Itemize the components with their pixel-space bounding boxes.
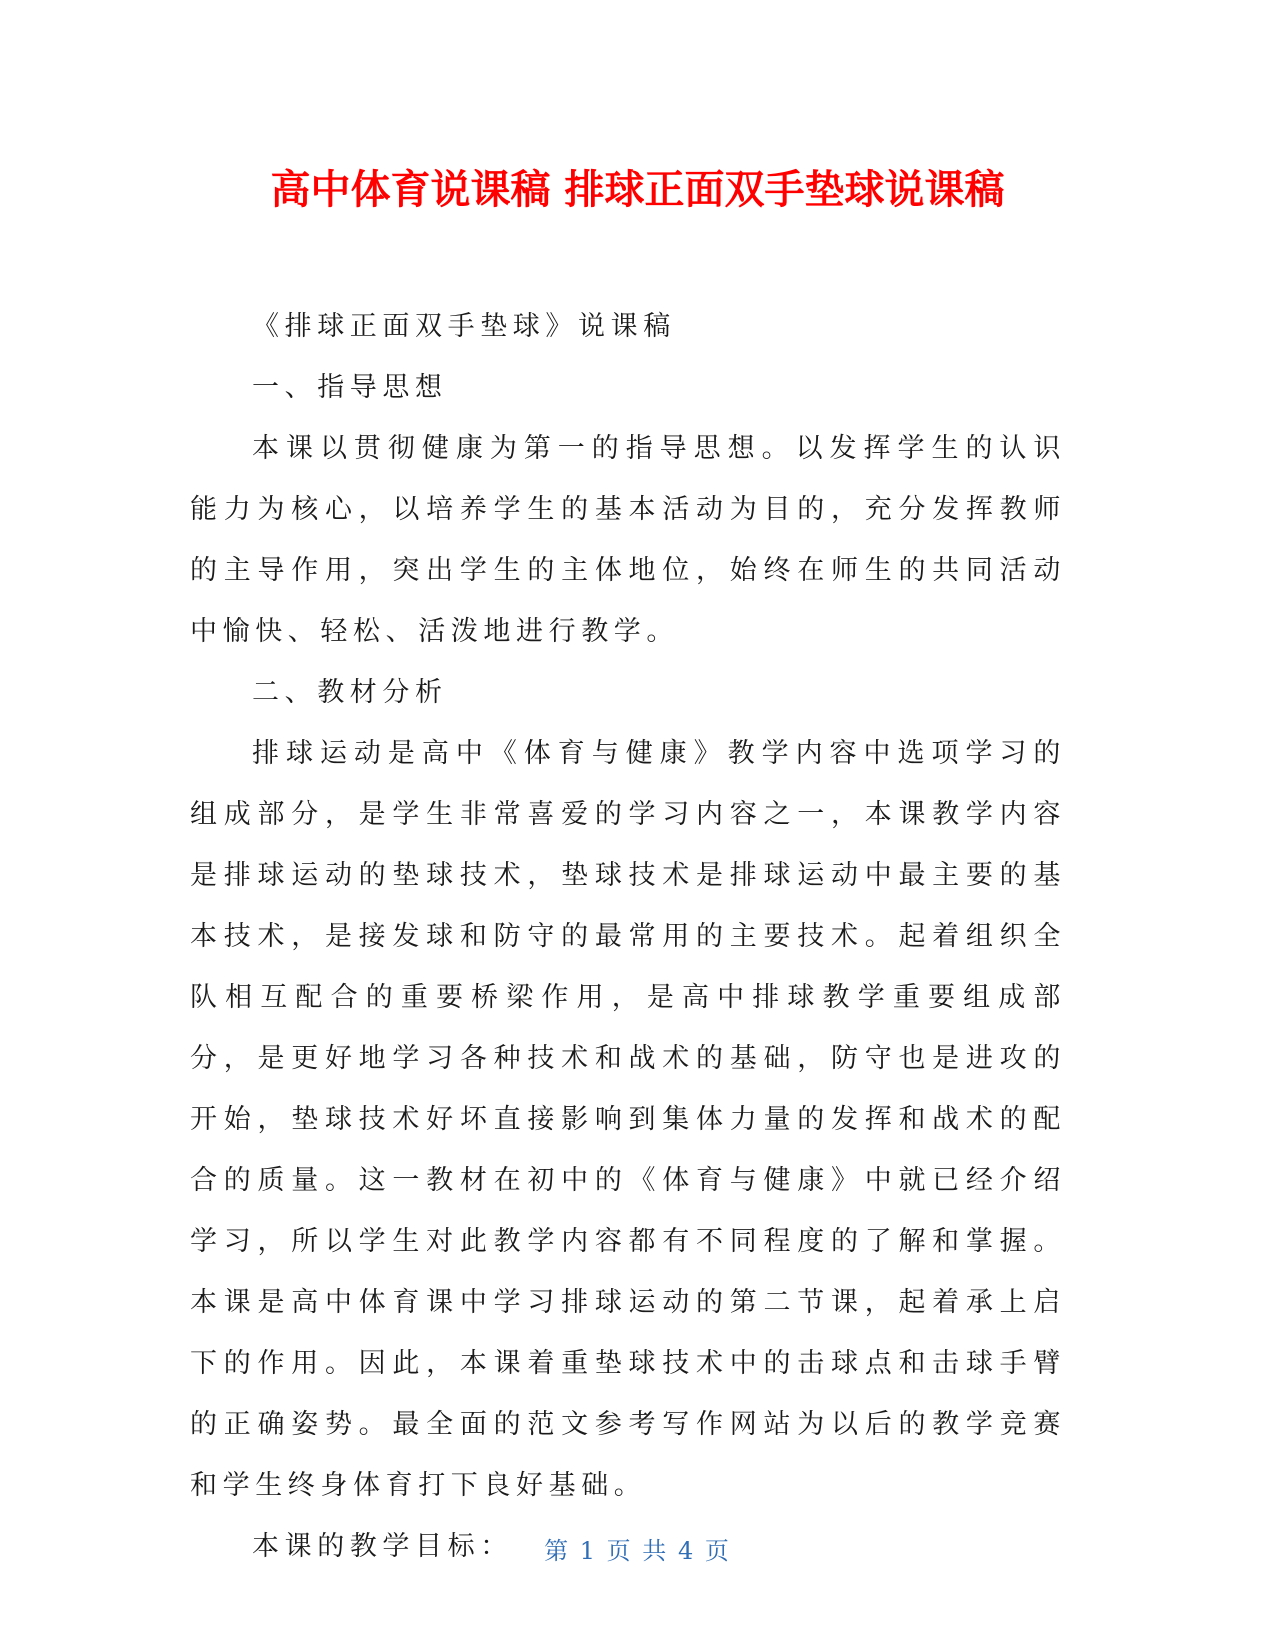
page-number-footer: 第 1 页 共 4 页 — [544, 1537, 731, 1565]
document-title: 高中体育说课稿 排球正面双手垫球说课稿 — [270, 167, 1005, 213]
lesson-heading: 《排球正面双手垫球》说课稿 — [252, 311, 676, 342]
teaching-goals-heading: 本课的教学目标： — [252, 1531, 513, 1562]
section-heading-material-analysis: 二、教材分析 — [252, 677, 448, 708]
section-heading-guiding-thought: 一、指导思想 — [252, 372, 448, 403]
paragraph-guiding-thought: 本课以贯彻健康为第一的指导思想。以发挥学生的认识能力为核心，以培养学生的基本活动为目的，充分发挥教师的主导作用，突出学生的主体地位，始终在师生的共同活动中愉快、轻松、活泼地进行教学。 — [190, 433, 1066, 647]
document-body — [190, 296, 1066, 1577]
paragraph-material-analysis: 排球运动是高中《体育与健康》教学内容中选项学习的组成部分，是学生非常喜爱的学习内容之一，本课教学内容是排球运动的垫球技术，垫球技术是排球运动中最主要的基本技术，是接发球和防守的最常用的主要技术。起着组织全队相互配合的重要桥梁作用，是高中排球教学重要组成部分，是更好地学习各种技术和战术的基础，防守也是进攻的开始，垫球技术好坏直接影响到集体力量的发挥和战术的配合的质量。这一教材在初中的《体育与健康》中就已经介绍学习，所以学生对此教学内容都有不同程度的了解和掌握。本课是高中体育课中学习排球运动的第二节课，起着承上启下的作用。因此，本课着重垫球技术中的击球点和击球手臂的正确姿势。最全面的范文参考写作网站为以后的教学竞赛和学生终身体育打下良好基础。 — [190, 738, 1066, 1501]
